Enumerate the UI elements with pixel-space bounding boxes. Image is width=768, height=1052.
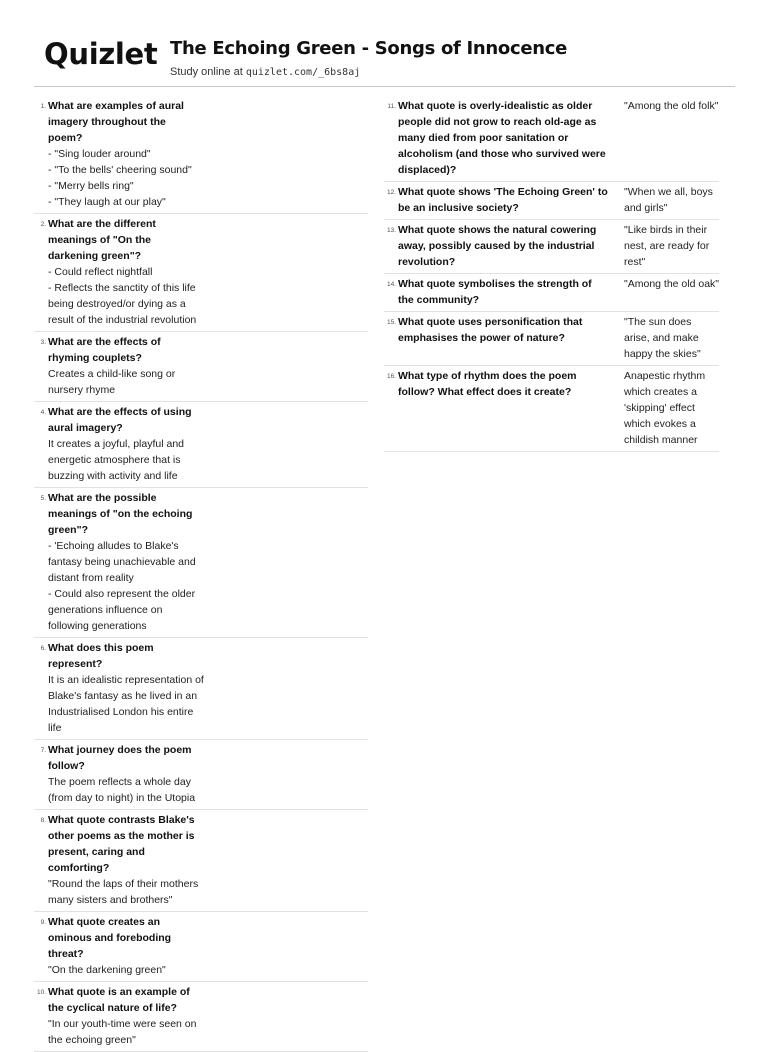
- card-term: What type of rhythm does the poem follow? What effect does it create?: [398, 370, 577, 398]
- card-number: 8.: [40, 817, 46, 824]
- card-term: What quote contrasts Blake's other poems as the mother is present, caring and comforting?: [48, 814, 195, 874]
- definition-line: "When we all, boys and girls": [624, 186, 713, 214]
- right-column: [384, 96, 719, 452]
- definition-line: "Like birds in their nest, are ready for rest": [624, 224, 710, 268]
- card-number: 1.: [40, 103, 46, 110]
- card-number: 3.: [40, 339, 46, 346]
- card-term: What quote uses personification that emphasises the power of nature?: [398, 316, 583, 344]
- definition-line: - Could reflect nightfall: [48, 266, 153, 278]
- card-definition: [624, 184, 719, 216]
- card-term: What quote is overly-idealistic as older people did not grow to reach old-age as many died from poor sanitation or alcoholism (and those who survived were displaced)?: [398, 100, 606, 176]
- definition-line: Creates a child-like song or nursery rhyme: [48, 368, 176, 396]
- card-term: What quote is an example of the cyclical nature of life?: [48, 986, 190, 1014]
- flashcard: [34, 96, 368, 214]
- card-number: 16.: [386, 373, 396, 380]
- card-definition: [624, 98, 719, 114]
- study-url-link[interactable]: quizlet.com/_6bs8aj: [245, 67, 361, 78]
- study-online-line: [170, 66, 360, 78]
- card-definition: [48, 146, 206, 210]
- card-definition: [624, 314, 719, 362]
- quizlet-logo[interactable]: Quizlet: [44, 37, 158, 71]
- flashcard: [34, 912, 368, 982]
- definition-line: Anapestic rhythm which creates a 'skipping' effect which evokes a childish manner: [624, 370, 706, 446]
- definition-line: - Reflects the sanctity of this life being destroyed/or dying as a result of the industrial revolution: [48, 282, 197, 326]
- card-term: What quote symbolises the strength of the community?: [398, 278, 592, 306]
- card-number: 2.: [40, 221, 46, 228]
- card-definition: [624, 222, 719, 270]
- card-term: What quote shows 'The Echoing Green' to be an inclusive society?: [398, 186, 608, 214]
- card-definition: [48, 538, 206, 634]
- flashcard: [34, 982, 368, 1052]
- card-definition: [48, 366, 206, 398]
- card-definition: [624, 276, 719, 292]
- card-number: 4.: [40, 409, 46, 416]
- card-term: What does this poem represent?: [48, 642, 154, 670]
- card-number: 10.: [36, 989, 46, 996]
- page-title: The Echoing Green - Songs of Innocence: [170, 38, 568, 59]
- card-number: 5.: [40, 495, 46, 502]
- definition-line: It is an idealistic representation of Blake's fantasy as he lived in an Industrialised London his entire life: [48, 674, 204, 734]
- flashcard: [34, 740, 368, 810]
- definition-line: "Round the laps of their mothers many sisters and brothers": [48, 878, 199, 906]
- card-number: 14.: [386, 281, 396, 288]
- definition-line: - "To the bells' cheering sound": [48, 164, 192, 176]
- card-number: 7.: [40, 747, 46, 754]
- flashcard: [384, 182, 719, 220]
- definition-line: "In our youth-time were seen on the echoing green": [48, 1018, 197, 1046]
- flashcard: [384, 274, 719, 312]
- left-column: [34, 96, 368, 1052]
- flashcard: [34, 638, 368, 740]
- card-term: What quote shows the natural cowering away, possibly caused by the industrial revolution?: [398, 224, 597, 268]
- flashcard: [384, 366, 719, 452]
- card-definition: [48, 1016, 206, 1048]
- study-prefix: Study online at: [170, 66, 246, 78]
- card-definition: [48, 264, 206, 328]
- definition-line: It creates a joyful, playful and energetic atmosphere that is buzzing with activity and life: [48, 438, 184, 482]
- card-term: What journey does the poem follow?: [48, 744, 192, 772]
- card-term: What are the possible meanings of "on the echoing green"?: [48, 492, 193, 536]
- card-term: What are the effects of rhyming couplets?: [48, 336, 161, 364]
- definition-line: - "They laugh at our play": [48, 196, 166, 208]
- card-term: What are the effects of using aural imagery?: [48, 406, 192, 434]
- flashcard: [34, 402, 368, 488]
- definition-line: "On the darkening green": [48, 964, 166, 976]
- definition-line: The poem reflects a whole day (from day to night) in the Utopia: [48, 776, 196, 804]
- flashcard: [34, 214, 368, 332]
- flashcard: [384, 312, 719, 366]
- flashcard: [34, 810, 368, 912]
- card-number: 12.: [386, 189, 396, 196]
- flashcard: [34, 332, 368, 402]
- card-term: What quote creates an ominous and foreboding threat?: [48, 916, 172, 960]
- definition-line: "Among the old folk": [624, 100, 719, 112]
- flashcard: [34, 488, 368, 638]
- definition-line: "The sun does arise, and make happy the skies": [624, 316, 701, 360]
- card-number: 9.: [40, 919, 46, 926]
- card-definition: [48, 436, 206, 484]
- card-definition: [48, 672, 206, 736]
- flashcard: [384, 220, 719, 274]
- card-number: 11.: [387, 103, 396, 110]
- definition-line: - "Sing louder around": [48, 148, 151, 160]
- card-number: 15.: [386, 319, 396, 326]
- card-definition: [624, 368, 719, 448]
- card-term: What are examples of aural imagery throughout the poem?: [48, 100, 184, 144]
- definition-line: - Could also represent the older generations influence on following generations: [48, 588, 196, 632]
- card-definition: [48, 962, 206, 978]
- definition-line: "Among the old oak": [624, 278, 720, 290]
- definition-line: - "Merry bells ring": [48, 180, 134, 192]
- card-definition: [48, 876, 206, 908]
- header: [0, 0, 768, 88]
- card-number: 6.: [40, 645, 46, 652]
- card-definition: [48, 774, 206, 806]
- flashcard: [384, 96, 719, 182]
- card-term: What are the different meanings of "On the darkening green"?: [48, 218, 156, 262]
- definition-line: - 'Echoing alludes to Blake's fantasy being unachievable and distant from reality: [48, 540, 196, 584]
- card-number: 13.: [386, 227, 396, 234]
- header-divider: [34, 86, 735, 87]
